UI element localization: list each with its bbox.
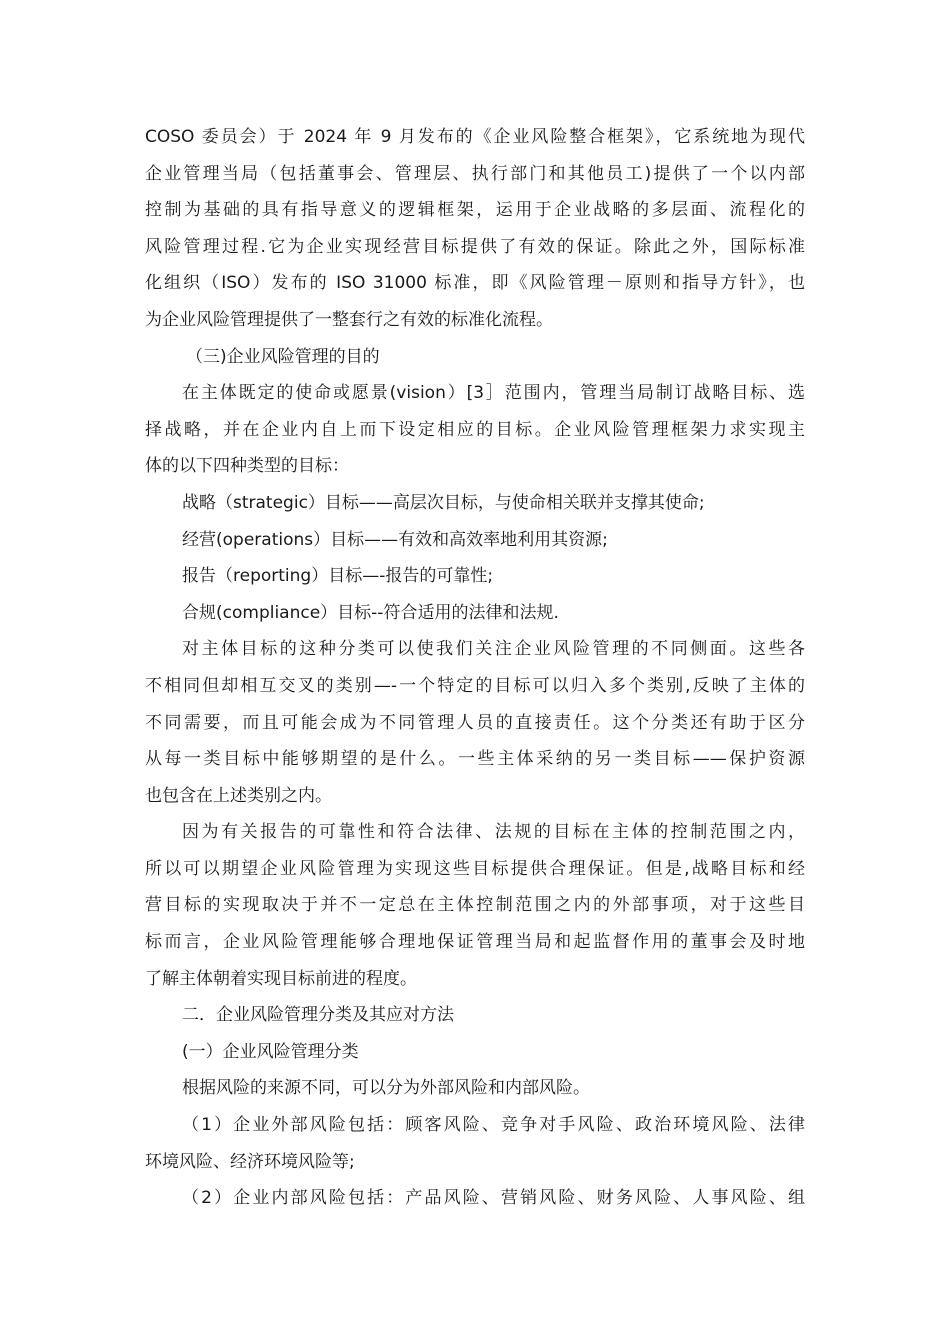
paragraph-line: 风险管理过程.它为企业实现经营目标提供了有效的保证。除此之外，国际标准 — [145, 236, 805, 257]
section-heading: （三)企业风险管理的目的 — [186, 346, 380, 367]
paragraph-line: 也包含在上述类别之内。 — [145, 785, 332, 806]
paragraph-line: 从每一类目标中能够期望的是什么。一些主体采纳的另一类目标——保护资源 — [145, 749, 805, 770]
section-heading: 二．企业风险管理分类及其应对方法 — [182, 1005, 454, 1026]
paragraph-line: 在主体既定的使命或愿景(vision）[3］范围内，管理当局制订战略目标、选 — [182, 383, 805, 404]
list-item: 经营(operations）目标——有效和高效率地利用其资源; — [182, 529, 608, 550]
paragraph-line: 标而言，企业风险管理能够合理地保证管理当局和起监督作用的董事会及时地 — [145, 932, 805, 953]
paragraph-line: 环境风险、经济环境风险等; — [145, 1151, 355, 1172]
paragraph-line: 不同需要，而且可能会成为不同管理人员的直接责任。这个分类还有助于区分 — [145, 712, 805, 733]
paragraph-line: 不相同但却相互交叉的类别—-一个特定的目标可以归入多个类别,反映了主体的 — [145, 675, 805, 696]
paragraph-line: 体的以下四种类型的目标： — [145, 456, 349, 477]
paragraph-line: 对主体目标的这种分类可以使我们关注企业风险管理的不同侧面。这些各 — [182, 639, 805, 660]
list-item: 合规(compliance）目标--符合适用的法律和法规. — [182, 602, 559, 623]
paragraph-line: 择战略，并在企业内自上而下设定相应的目标。企业风险管理框架力求实现主 — [145, 419, 805, 440]
list-item: （1）企业外部风险包括：顾客风险、竞争对手风险、政治环境风险、法律 — [182, 1115, 805, 1136]
paragraph-line: 根据风险的来源不同，可以分为外部风险和内部风险。 — [182, 1078, 590, 1099]
paragraph-line: 化组织（ISO）发布的 ISO 31000 标准，即《风险管理－原则和指导方针》，也 — [145, 273, 805, 294]
paragraph-line: 控制为基础的具有指导意义的逻辑框架，运用于企业战略的多层面、流程化的 — [145, 200, 805, 221]
paragraph-line: COSO 委员会）于 2024 年 9 月发布的《企业风险整合框架》，它系统地为现代 — [145, 127, 805, 147]
paragraph-line: 营目标的实现取决于并不一定总在主体控制范围之内的外部事项，对于这些目 — [145, 895, 805, 916]
body-text — [145, 119, 805, 1217]
paragraph-line: 了解主体朝着实现目标前进的程度。 — [145, 968, 417, 989]
paragraph-line: 所以可以期望企业风险管理为实现这些目标提供合理保证。但是,战略目标和经 — [145, 858, 805, 879]
list-item: （2）企业内部风险包括：产品风险、营销风险、财务风险、人事风险、组 — [182, 1188, 805, 1209]
paragraph-line: 因为有关报告的可靠性和符合法律、法规的目标在主体的控制范围之内， — [182, 822, 805, 843]
paragraph-line: 企业管理当局（包括董事会、管理层、执行部门和其他员工)提供了一个以内部 — [145, 163, 805, 184]
paragraph-line: 为企业风险管理提供了一整套行之有效的标准化流程。 — [145, 309, 553, 330]
subsection-heading: (一）企业风险管理分类 — [182, 1041, 359, 1062]
list-item: 战略（strategic）目标——高层次目标，与使命相关联并支撑其使命; — [182, 492, 705, 513]
list-item: 报告（reporting）目标—-报告的可靠性; — [182, 566, 494, 587]
